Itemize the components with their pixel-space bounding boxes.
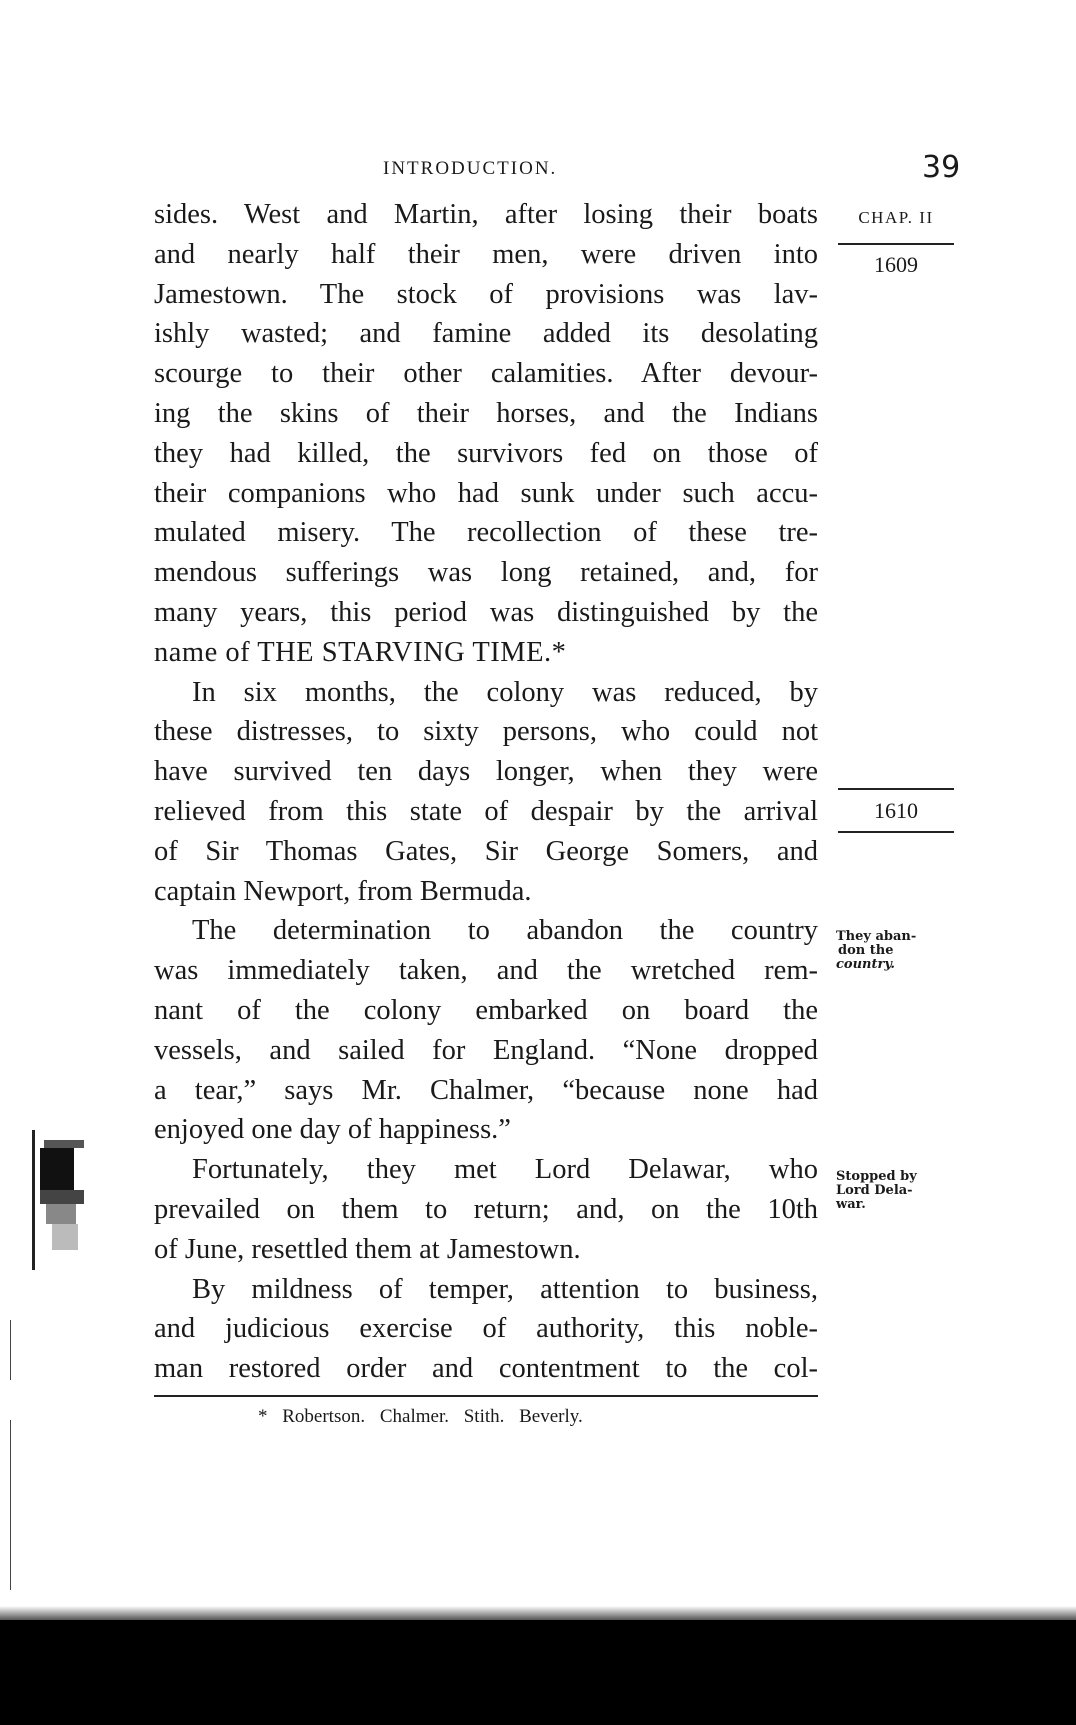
paragraph-start-line: Fortunately, they met Lord Delawar, who [192, 1154, 818, 1186]
text-line: nant of the colony embarked on board the [154, 994, 818, 1026]
sidenote-line: war. [836, 1197, 866, 1212]
margin-chapter: CHAP. II [858, 208, 934, 227]
paragraph-start-line: By mildness of temper, attention to business, [192, 1273, 818, 1305]
text-line: they had killed, the survivors fed on those of [154, 437, 818, 469]
text-line: captain Newport, from Bermuda. [154, 875, 532, 907]
text-line: man restored order and contentment to the col- [154, 1353, 818, 1385]
text-line: have survived ten days longer, when they were [154, 756, 818, 788]
sidenote-line: country. [836, 957, 895, 972]
footnote: * Robertson. Chalmer. Stith. Beverly. [258, 1406, 583, 1427]
running-head: INTRODUCTION. [383, 158, 558, 179]
text-line: mendous sufferings was long retained, and, for [154, 557, 818, 589]
text-line: and nearly half their men, were driven into [154, 238, 818, 270]
scan-edge-line [10, 1320, 11, 1380]
text-line: mulated misery. The recollection of these tre- [154, 517, 818, 549]
text-line: of June, resettled them at Jamestown. [154, 1233, 581, 1265]
sidenote-line: Stopped by [836, 1169, 917, 1184]
paragraph-start-line: The determination to abandon the country [192, 915, 818, 947]
scan-edge-line [10, 1420, 11, 1590]
sidenote-delawar [836, 1170, 917, 1212]
text-line: scourge to their other calamities. After devour- [154, 358, 818, 390]
text-line: sides. West and Martin, after losing their boats [154, 199, 818, 230]
text-line: was immediately taken, and the wretched rem- [154, 955, 818, 987]
margin-year-1610: 1610 [874, 798, 918, 823]
text-line: these distresses, to sixty persons, who could not [154, 716, 818, 748]
text-line: and judicious exercise of authority, this noble- [154, 1313, 818, 1345]
text-line: enjoyed one day of happiness.” [154, 1114, 511, 1146]
page-number: 39 [922, 150, 961, 185]
sidenote-line: They aban- [836, 929, 917, 944]
text-line: their companions who had sunk under such accu- [154, 477, 818, 509]
text-line: a tear,” says Mr. Chalmer, “because none had [154, 1074, 818, 1106]
footnote-rule [154, 1395, 818, 1397]
margin-year-1609: 1609 [874, 252, 918, 277]
text-line: name of THE STARVING TIME.* [154, 636, 567, 668]
sidenote-line: don the [838, 943, 894, 958]
text-line: vessels, and sailed for England. “None dropped [154, 1034, 818, 1066]
margin-rule [838, 831, 954, 833]
text-line: relieved from this state of despair by the arrival [154, 795, 818, 827]
paragraph-start-line: In six months, the colony was reduced, by [192, 676, 818, 708]
body-text [154, 195, 818, 1389]
margin-rule [838, 243, 954, 245]
text-line: ishly wasted; and famine added its desolating [154, 318, 818, 350]
text-line: ing the skins of their horses, and the Indians [154, 397, 818, 429]
text-line: many years, this period was distinguished by the [154, 596, 818, 628]
sidenote-line: Lord Dela- [836, 1183, 913, 1198]
text-line: Jamestown. The stock of provisions was lav- [154, 278, 818, 310]
text-line: of Sir Thomas Gates, Sir George Somers, and [154, 835, 818, 867]
scan-smudge-icon [32, 1130, 102, 1270]
sidenote-abandon [836, 930, 916, 972]
scan-edge-band [0, 1620, 1076, 1725]
text-line: prevailed on them to return; and, on the 10th [154, 1193, 818, 1225]
margin-rule [838, 788, 954, 790]
